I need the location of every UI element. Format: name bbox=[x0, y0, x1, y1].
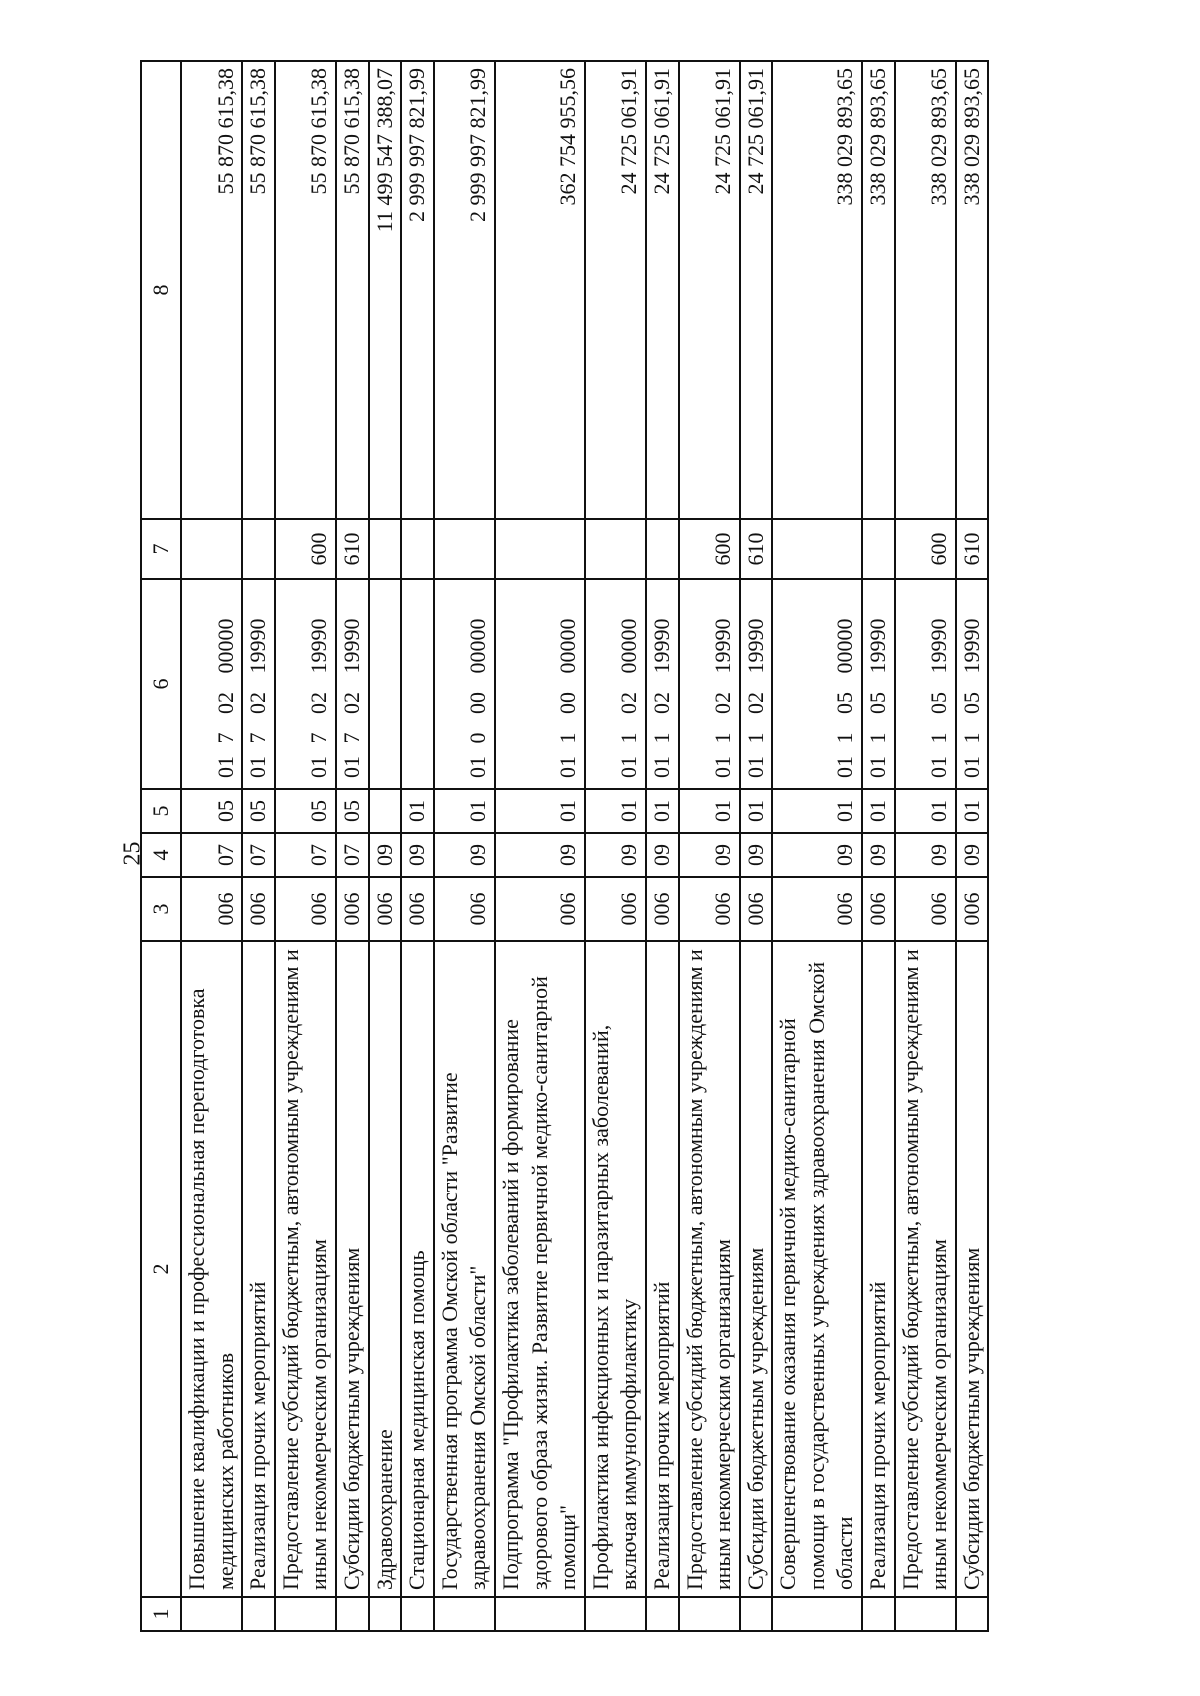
row-subsection: 01 bbox=[646, 789, 679, 833]
target-article-part: 02 bbox=[245, 692, 271, 714]
row-name: Стационарная медицинская помощь bbox=[401, 941, 434, 1597]
row-number-cell bbox=[585, 1597, 646, 1631]
target-article-part: 00000 bbox=[616, 618, 642, 674]
target-article-part: 01 bbox=[616, 756, 642, 778]
target-article-part: 19990 bbox=[865, 618, 891, 674]
col-header-3: 3 bbox=[141, 877, 181, 941]
row-code: 006 bbox=[740, 877, 773, 941]
row-section: 09 bbox=[956, 833, 989, 877]
row-number-cell bbox=[772, 1597, 862, 1631]
row-subsection: 05 bbox=[181, 789, 242, 833]
row-section: 09 bbox=[772, 833, 862, 877]
row-expense-type bbox=[585, 519, 646, 579]
row-target-article bbox=[646, 579, 679, 789]
table-row bbox=[895, 61, 956, 1631]
row-number-cell bbox=[181, 1597, 242, 1631]
row-subsection: 01 bbox=[956, 789, 989, 833]
row-name: Реализация прочих мероприятий bbox=[862, 941, 895, 1597]
row-expense-type: 610 bbox=[336, 519, 369, 579]
row-number-cell bbox=[242, 1597, 275, 1631]
page-number: 25 bbox=[119, 841, 146, 866]
row-amount: 55 870 615,38 bbox=[181, 61, 242, 519]
row-code: 006 bbox=[275, 877, 336, 941]
row-code: 006 bbox=[679, 877, 740, 941]
col-header-8: 8 bbox=[141, 61, 181, 519]
table-body bbox=[181, 61, 988, 1631]
row-code: 006 bbox=[181, 877, 242, 941]
row-amount: 24 725 061,91 bbox=[646, 61, 679, 519]
row-name: Субсидии бюджетным учреждениям bbox=[740, 941, 773, 1597]
row-name: Профилактика инфекционных и паразитарных заболеваний, включая иммунопрофилактику bbox=[585, 941, 646, 1597]
col-header-5: 5 bbox=[141, 789, 181, 833]
row-expense-type bbox=[181, 519, 242, 579]
table-row bbox=[585, 61, 646, 1631]
target-article-part: 1 bbox=[742, 732, 768, 744]
row-code: 006 bbox=[862, 877, 895, 941]
row-target-article bbox=[181, 579, 242, 789]
row-expense-type bbox=[495, 519, 585, 579]
row-name: Повышение квалификации и профессиональная переподготовка медицинских работников bbox=[181, 941, 242, 1597]
target-article-part: 19990 bbox=[245, 618, 271, 674]
row-code: 006 bbox=[646, 877, 679, 941]
row-subsection: 05 bbox=[242, 789, 275, 833]
row-target-article bbox=[434, 579, 495, 789]
col-header-1: 1 bbox=[141, 1597, 181, 1631]
row-name: Предоставление субсидий бюджетным, автономным учреждениям и иным некоммерческим организациям bbox=[895, 941, 956, 1597]
row-expense-type bbox=[242, 519, 275, 579]
row-name: Подпрограмма "Профилактика заболеваний и формирование здорового образа жизни. Развитие первичной медико-санитарной помощи" bbox=[495, 941, 585, 1597]
row-name: Предоставление субсидий бюджетным, автономным учреждениям и иным некоммерческим организациям bbox=[679, 941, 740, 1597]
col-header-4: 4 bbox=[141, 833, 181, 877]
row-code: 006 bbox=[434, 877, 495, 941]
row-number-cell bbox=[495, 1597, 585, 1631]
col-header-7: 7 bbox=[141, 519, 181, 579]
table-row bbox=[772, 61, 862, 1631]
row-code: 006 bbox=[772, 877, 862, 941]
table-row bbox=[646, 61, 679, 1631]
target-article-part: 1 bbox=[958, 732, 984, 744]
row-section: 09 bbox=[369, 833, 402, 877]
target-article-part: 19990 bbox=[710, 618, 736, 674]
target-article-part: 01 bbox=[926, 756, 952, 778]
col-header-6: 6 bbox=[141, 579, 181, 789]
row-section: 09 bbox=[495, 833, 585, 877]
target-article-part: 01 bbox=[648, 756, 674, 778]
table-row bbox=[495, 61, 585, 1631]
row-section: 09 bbox=[862, 833, 895, 877]
row-number-cell bbox=[956, 1597, 989, 1631]
row-subsection: 05 bbox=[275, 789, 336, 833]
target-article-part: 1 bbox=[555, 732, 581, 744]
table-row bbox=[242, 61, 275, 1631]
target-article-part: 02 bbox=[306, 692, 332, 714]
target-article-part: 02 bbox=[338, 692, 364, 714]
row-target-article bbox=[242, 579, 275, 789]
row-amount: 55 870 615,38 bbox=[242, 61, 275, 519]
budget-table bbox=[140, 60, 989, 1632]
row-section: 09 bbox=[895, 833, 956, 877]
table-row bbox=[275, 61, 336, 1631]
col-header-2: 2 bbox=[141, 941, 181, 1597]
row-expense-type bbox=[401, 519, 434, 579]
row-expense-type bbox=[434, 519, 495, 579]
target-article-part: 19990 bbox=[306, 618, 332, 674]
row-amount: 338 029 893,65 bbox=[956, 61, 989, 519]
row-name: Субсидии бюджетным учреждениям bbox=[336, 941, 369, 1597]
target-article-part: 02 bbox=[742, 692, 768, 714]
target-article-part: 00 bbox=[555, 692, 581, 714]
row-expense-type: 600 bbox=[895, 519, 956, 579]
row-section: 09 bbox=[646, 833, 679, 877]
target-article-part: 05 bbox=[958, 692, 984, 714]
budget-table-rotated bbox=[140, 62, 1090, 1632]
row-target-article bbox=[275, 579, 336, 789]
row-expense-type: 600 bbox=[679, 519, 740, 579]
row-section: 09 bbox=[401, 833, 434, 877]
row-expense-type bbox=[772, 519, 862, 579]
table-row bbox=[336, 61, 369, 1631]
row-target-article bbox=[401, 579, 434, 789]
target-article-part: 1 bbox=[926, 732, 952, 744]
row-target-article bbox=[369, 579, 402, 789]
row-subsection: 01 bbox=[862, 789, 895, 833]
target-article-part: 00000 bbox=[212, 618, 238, 674]
row-name: Реализация прочих мероприятий bbox=[646, 941, 679, 1597]
target-article-part: 1 bbox=[865, 732, 891, 744]
row-number-cell bbox=[275, 1597, 336, 1631]
row-amount: 338 029 893,65 bbox=[862, 61, 895, 519]
table-row bbox=[740, 61, 773, 1631]
target-article-part: 0 bbox=[465, 732, 491, 744]
row-section: 09 bbox=[740, 833, 773, 877]
row-number-cell bbox=[434, 1597, 495, 1631]
target-article-part: 01 bbox=[742, 756, 768, 778]
target-article-part: 01 bbox=[555, 756, 581, 778]
row-expense-type: 610 bbox=[740, 519, 773, 579]
row-subsection: 05 bbox=[336, 789, 369, 833]
row-expense-type bbox=[646, 519, 679, 579]
row-subsection bbox=[369, 789, 402, 833]
target-article-part: 05 bbox=[926, 692, 952, 714]
target-article-part: 19990 bbox=[958, 618, 984, 674]
row-target-article bbox=[862, 579, 895, 789]
row-amount: 24 725 061,91 bbox=[679, 61, 740, 519]
target-article-part: 1 bbox=[710, 732, 736, 744]
table-row bbox=[679, 61, 740, 1631]
row-name: Предоставление субсидий бюджетным, автономным учреждениям и иным некоммерческим организациям bbox=[275, 941, 336, 1597]
target-article-part: 01 bbox=[832, 756, 858, 778]
target-article-part: 02 bbox=[648, 692, 674, 714]
row-amount: 338 029 893,65 bbox=[895, 61, 956, 519]
row-number-cell bbox=[401, 1597, 434, 1631]
table-row bbox=[401, 61, 434, 1631]
target-article-part: 1 bbox=[832, 732, 858, 744]
row-target-article bbox=[956, 579, 989, 789]
row-amount: 24 725 061,91 bbox=[740, 61, 773, 519]
row-name: Здравоохранение bbox=[369, 941, 402, 1597]
row-target-article bbox=[895, 579, 956, 789]
target-article-part: 01 bbox=[245, 756, 271, 778]
target-article-part: 01 bbox=[306, 756, 332, 778]
row-number-cell bbox=[679, 1597, 740, 1631]
header-row bbox=[141, 61, 181, 1631]
target-article-part: 00 bbox=[465, 692, 491, 714]
target-article-part: 19990 bbox=[926, 618, 952, 674]
row-number-cell bbox=[336, 1597, 369, 1631]
target-article-part: 00000 bbox=[832, 618, 858, 674]
row-expense-type bbox=[862, 519, 895, 579]
target-article-part: 7 bbox=[306, 732, 332, 744]
row-number-cell bbox=[646, 1597, 679, 1631]
target-article-part: 19990 bbox=[648, 618, 674, 674]
row-expense-type bbox=[369, 519, 402, 579]
row-subsection: 01 bbox=[740, 789, 773, 833]
target-article-part: 05 bbox=[832, 692, 858, 714]
row-name: Реализация прочих мероприятий bbox=[242, 941, 275, 1597]
row-expense-type: 600 bbox=[275, 519, 336, 579]
row-subsection: 01 bbox=[895, 789, 956, 833]
row-number-cell bbox=[862, 1597, 895, 1631]
row-target-article bbox=[585, 579, 646, 789]
target-article-part: 19990 bbox=[742, 618, 768, 674]
row-amount: 338 029 893,65 bbox=[772, 61, 862, 519]
row-target-article bbox=[772, 579, 862, 789]
row-subsection: 01 bbox=[772, 789, 862, 833]
row-subsection: 01 bbox=[585, 789, 646, 833]
row-amount: 2 999 997 821,99 bbox=[434, 61, 495, 519]
target-article-part: 7 bbox=[338, 732, 364, 744]
target-article-part: 01 bbox=[338, 756, 364, 778]
row-number-cell bbox=[740, 1597, 773, 1631]
target-article-part: 01 bbox=[865, 756, 891, 778]
row-name: Государственная программа Омской области "Развитие здравоохранения Омской области" bbox=[434, 941, 495, 1597]
target-article-part: 05 bbox=[865, 692, 891, 714]
target-article-part: 00000 bbox=[555, 618, 581, 674]
row-expense-type: 610 bbox=[956, 519, 989, 579]
target-article-part: 02 bbox=[212, 692, 238, 714]
row-code: 006 bbox=[369, 877, 402, 941]
row-target-article bbox=[336, 579, 369, 789]
row-code: 006 bbox=[495, 877, 585, 941]
row-amount: 55 870 615,38 bbox=[336, 61, 369, 519]
row-code: 006 bbox=[585, 877, 646, 941]
row-target-article bbox=[740, 579, 773, 789]
target-article-part: 1 bbox=[616, 732, 642, 744]
row-code: 006 bbox=[895, 877, 956, 941]
table-row bbox=[862, 61, 895, 1631]
target-article-part: 7 bbox=[245, 732, 271, 744]
row-amount: 24 725 061,91 bbox=[585, 61, 646, 519]
row-amount: 55 870 615,38 bbox=[275, 61, 336, 519]
target-article-part: 01 bbox=[212, 756, 238, 778]
row-number-cell bbox=[369, 1597, 402, 1631]
target-article-part: 01 bbox=[465, 756, 491, 778]
row-section: 07 bbox=[242, 833, 275, 877]
row-code: 006 bbox=[401, 877, 434, 941]
row-code: 006 bbox=[242, 877, 275, 941]
row-amount: 2 999 997 821,99 bbox=[401, 61, 434, 519]
row-amount: 11 499 547 388,07 bbox=[369, 61, 402, 519]
table-row bbox=[956, 61, 989, 1631]
target-article-part: 01 bbox=[710, 756, 736, 778]
row-section: 07 bbox=[181, 833, 242, 877]
row-amount: 362 754 955,56 bbox=[495, 61, 585, 519]
row-subsection: 01 bbox=[401, 789, 434, 833]
row-name: Субсидии бюджетным учреждениям bbox=[956, 941, 989, 1597]
row-section: 09 bbox=[585, 833, 646, 877]
target-article-part: 01 bbox=[958, 756, 984, 778]
target-article-part: 1 bbox=[648, 732, 674, 744]
row-section: 09 bbox=[679, 833, 740, 877]
target-article-part: 7 bbox=[212, 732, 238, 744]
table-row bbox=[181, 61, 242, 1631]
table-row bbox=[434, 61, 495, 1631]
row-code: 006 bbox=[336, 877, 369, 941]
row-target-article bbox=[679, 579, 740, 789]
target-article-part: 02 bbox=[616, 692, 642, 714]
row-section: 07 bbox=[275, 833, 336, 877]
row-name: Совершенствование оказания первичной медико-санитарной помощи в государственных учреждениях здравоохранения Омской области bbox=[772, 941, 862, 1597]
row-subsection: 01 bbox=[434, 789, 495, 833]
target-article-part: 19990 bbox=[338, 618, 364, 674]
row-number-cell bbox=[895, 1597, 956, 1631]
row-section: 09 bbox=[434, 833, 495, 877]
row-subsection: 01 bbox=[679, 789, 740, 833]
row-target-article bbox=[495, 579, 585, 789]
target-article-part: 02 bbox=[710, 692, 736, 714]
row-code: 006 bbox=[956, 877, 989, 941]
table-row bbox=[369, 61, 402, 1631]
row-subsection: 01 bbox=[495, 789, 585, 833]
target-article-part: 00000 bbox=[465, 618, 491, 674]
row-section: 07 bbox=[336, 833, 369, 877]
